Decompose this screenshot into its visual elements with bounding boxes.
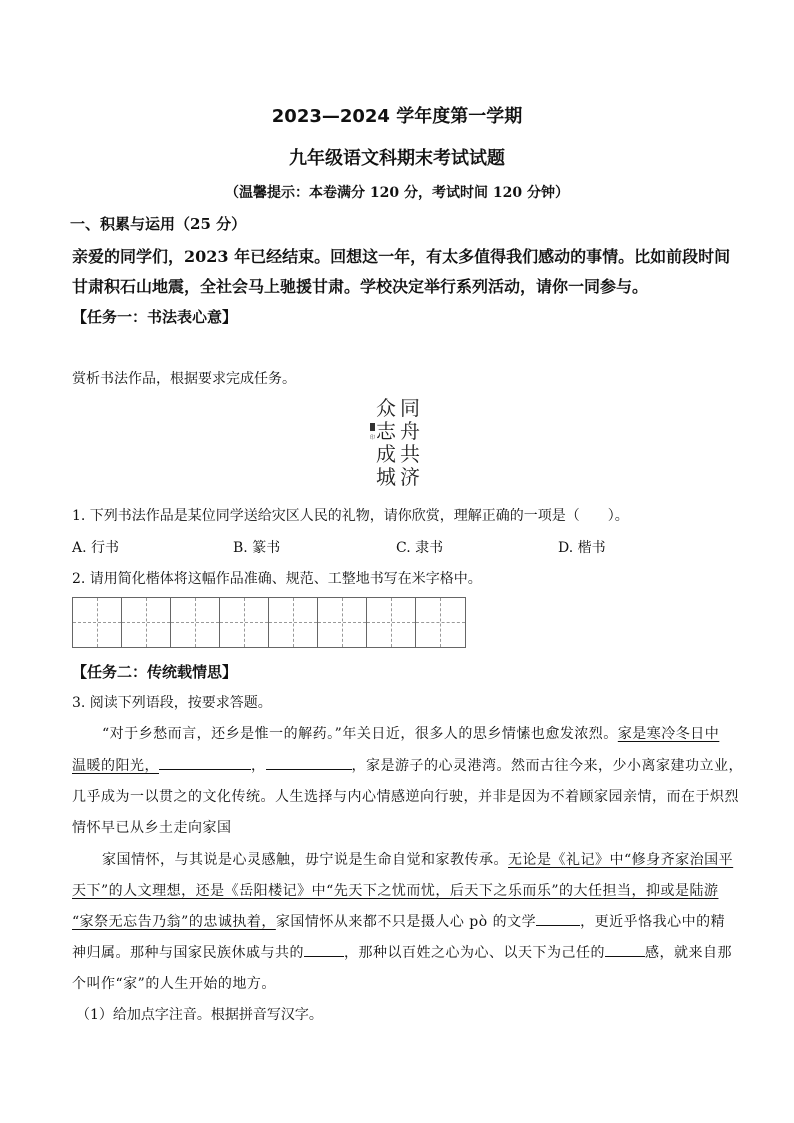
passage-text: 神归属。那种与国家民族休戚与共的 [72,945,304,961]
calligraphy-char: 同 [400,396,420,420]
passage-text: ，更近乎恪我心中的精 [580,914,726,930]
calligraphy-char: 成 [376,442,396,466]
passage-text: ，家是游子的心灵港湾。然而古往今来，少小离家建功立业， [351,758,743,774]
seal-mark [370,423,375,441]
passage-text: ，那种以百姓之心为心、以天下为己任的 [344,945,605,961]
exam-note: （温馨提示：本卷满分 120 分，考试时间 120 分钟） [225,185,569,201]
grid-cell[interactable] [367,598,416,647]
writing-grid[interactable] [72,597,466,648]
passage-line: 情怀早已从乡土走向家国 [72,820,232,836]
passage-line [102,723,719,743]
exam-title-line2: 九年级语文科期末考试试题 [289,148,505,169]
passage-line [72,911,725,931]
passage-text: 感，就来自那 [645,945,732,961]
option-c[interactable]: C. 隶书 [396,540,444,556]
passage-text: 家国情怀，与其说是心灵感触，毋宁说是生命自觉和家教传承。 [102,852,508,868]
grid-cell[interactable] [220,598,269,647]
answer-blank[interactable] [266,755,352,770]
question-2: 2. 请用简化楷体将这幅作品准确、规范、工整地书写在米字格中。 [72,571,482,587]
underlined-text: 家是寒冷冬日中 [617,726,720,742]
grid-cell[interactable] [318,598,367,647]
task1-instruction: 赏析书法作品，根据要求完成任务。 [72,371,296,387]
grid-cell[interactable] [73,598,122,647]
svg-text:印: 印 [370,435,376,441]
section-heading: 一、积累与运用（25 分） [70,215,247,233]
option-b[interactable]: B. 篆书 [233,540,281,556]
underlined-text: “家祭无忘告乃翁”的忠诚执着， [72,914,276,930]
passage-line [102,849,733,869]
grid-cell[interactable] [171,598,220,647]
underlined-text: 无论是《礼记》中“修身齐家治国平 [508,852,734,868]
option-d[interactable]: D. 楷书 [558,540,606,556]
grid-cell[interactable] [122,598,171,647]
answer-blank[interactable] [304,942,344,957]
passage-text: 家国情怀从来都不只是摄人心 pò 的文学 [275,914,537,930]
calligraphy-char: 济 [400,465,420,489]
underlined-text: 天下”的人文理想，还是《岳阳楼记》中“先天下之忧而忧，后天下之乐而乐”的大任担当，抑或是陆游 [72,883,719,899]
calligraphy-char: 志 [376,419,396,443]
question-1: 1. 下列书法作品是某位同学送给灾区人民的礼物，请你欣赏，理解正确的一项是（ ）。 [72,508,629,524]
passage-line [72,942,732,962]
calligraphy-char: 众 [376,396,396,420]
passage-line: 温暖的阳光， ， ，家是游子的心灵港湾。然而古往今来，少小离家建功立业， [72,755,743,775]
calligraphy-char: 城 [376,465,396,489]
exam-title-line1: 2023—2024 学年度第一学期 [271,106,523,127]
question-3: 3. 阅读下列语段，按要求答题。 [72,695,272,711]
task2-heading: 【任务二：传统载情思】 [72,663,238,681]
calligraphy-artwork [370,395,426,491]
answer-blank[interactable] [536,911,580,926]
passage-line: 几乎成为一以贯之的文化传统。人生选择与内心情感逆向行驶，并非是因为不着顾家园亲情，而在于炽烈 [72,789,739,805]
underlined-text: 温暖的阳光， [72,758,159,774]
intro-line-2: 甘肃积石山地震，全社会马上驰援甘肃。学校决定举行系列活动，请你一同参与。 [72,277,649,296]
intro-line-1: 亲爱的同学们，2023 年已经结束。回想这一年，有太多值得我们感动的事情。比如前段时间 [72,247,731,266]
passage-line: 个叫作“家”的人生开始的地方。 [72,976,276,992]
grid-cell[interactable] [269,598,318,647]
answer-blank[interactable] [605,942,645,957]
option-a[interactable]: A. 行书 [72,540,120,556]
task1-heading: 【任务一：书法表心意】 [72,308,238,326]
sub-question-1: （1）给加点字注音。根据拼音写汉字。 [76,1007,323,1023]
calligraphy-char: 共 [400,442,420,466]
calligraphy-char: 舟 [400,419,420,443]
grid-cell[interactable] [416,598,465,647]
answer-blank[interactable] [159,755,251,770]
passage-text: “对于乡愁而言，还乡是惟一的解药。”年关日近，很多人的思乡情愫也愈发浓烈。 [102,726,618,742]
